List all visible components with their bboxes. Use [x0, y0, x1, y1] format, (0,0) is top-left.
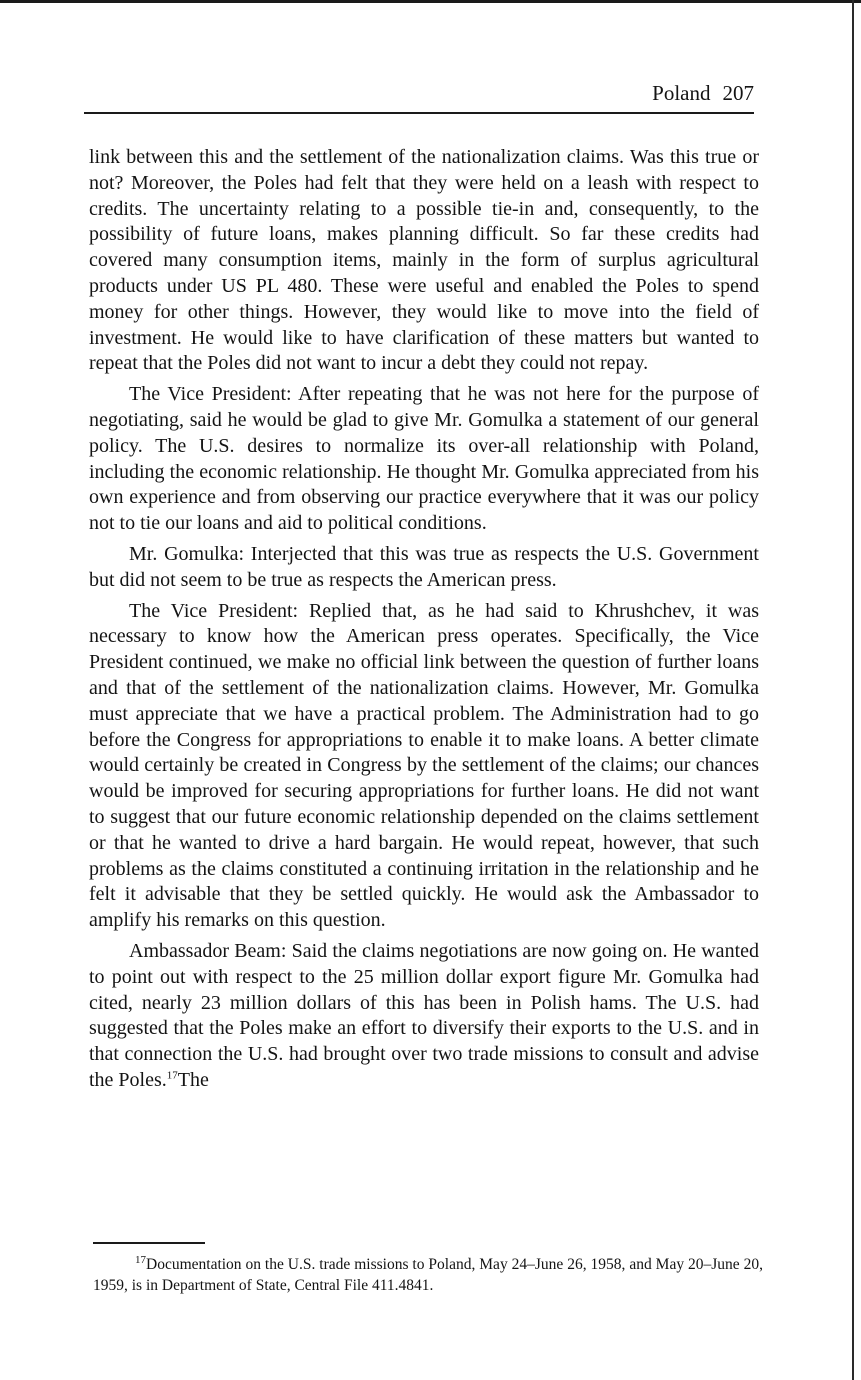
footnote — [93, 1254, 763, 1296]
paragraph-ambassador-beam-text: Ambassador Beam: Said the claims negotiations are now going on. He wanted to point out with respect to the 25 million dollar export figure Mr. Gomulka had cited, nearly 23 million dollars of this has been in Polish hams. The U.S. had suggested that the Poles make an effort to diversify their exports to the U.S. and in that connection the U.S. had brought over two trade missions to consult and advise the Poles. — [89, 939, 759, 1091]
footnote-marker: 17 — [135, 1253, 146, 1266]
header-rule — [84, 112, 754, 114]
paragraph-vice-president-policy: The Vice President: After repeating that he was not here for the purpose of negotiating, said he would be glad to give Mr. Gomulka a statement of our general policy. The U.S. desires to normalize its over-all relationship with Poland, including the economic relationship. He thought Mr. Gomulka appreciated from his own experience and from observing our practice everywhere that it was our policy not to tie our loans and aid to political conditions. — [89, 383, 759, 535]
scan-edge-top — [0, 0, 861, 3]
footnote-reference: 17 — [166, 1069, 178, 1082]
running-head — [84, 78, 754, 108]
paragraph-ambassador-beam — [89, 939, 759, 1094]
paragraph-gomulka-press: Mr. Gomulka: Interjected that this was true as respects the U.S. Government but did not seem to be true as respects the American press. — [89, 542, 759, 591]
body-text — [89, 145, 759, 1099]
footnote-text: Documentation on the U.S. trade missions to Poland, May 24–June 26, 1958, and May 20–June 20, 1959, is in Department of State, Central File 411.4841. — [93, 1256, 763, 1294]
page-number: 207 — [722, 81, 754, 105]
paragraph-tail-word: The — [177, 1068, 209, 1091]
scan-edge-right — [852, 0, 854, 1380]
paragraph-continued: link between this and the settlement of the nationalization claims. Was this true or not? Moreover, the Poles had felt that they were held on a leash with respect to credits. The uncertainty relating to a possible tie-in and, consequently, to the possibility of future loans, makes planning difficult. So far these credits had covered many consumption items, mainly in the form of surplus agricultural products under US PL 480. These were useful and enabled the Poles to spend money for other things. However, they would like to move into the field of investment. He would like to have clarification of these matters but wanted to repeat that the Poles did not want to incur a debt they could not repay. — [89, 146, 759, 375]
footnote-rule — [93, 1242, 205, 1244]
paragraph-vice-president-loans: The Vice President: Replied that, as he had said to Khrushchev, it was necessary to know how the American press operates. Specifically, the Vice President continued, we make no official link between the question of further loans and that of the settlement of the nationalization claims. However, Mr. Gomulka must appreciate that we have a practical problem. The Administration had to go before the Congress for appropriations to enable it to make loans. A better climate would certainly be created in Congress by the settlement of the claims; our chances would be improved for securing appropriations for further loans. He did not want to suggest that our future economic relationship depended on the claims settlement or that he wanted to drive a hard bargain. He would repeat, however, that such problems as the claims constituted a continuing irritation in the relationship and he felt it advisable that they be settled quickly. He would ask the Ambassador to amplify his remarks on this question. — [89, 599, 759, 932]
running-head-section: Poland — [652, 81, 711, 105]
